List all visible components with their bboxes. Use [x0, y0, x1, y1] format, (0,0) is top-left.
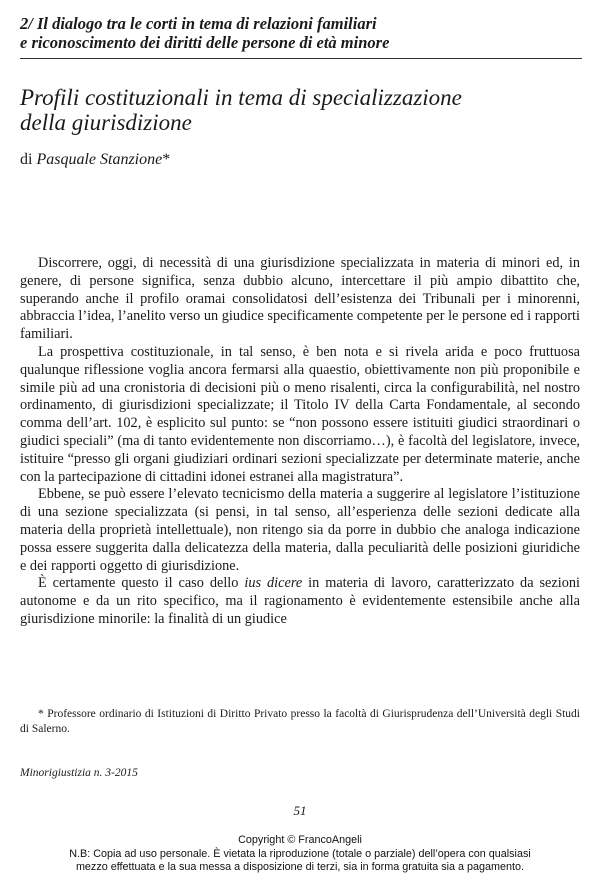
journal-citation: Minorigiustizia n. 3-2015	[20, 767, 138, 779]
footnote: * Professore ordinario di Istituzioni di Diritto Privato presso la facoltà di Giurisprudenza dell’Università degli Studi di Salerno.	[20, 708, 580, 735]
section-header-line-2: e riconoscimento dei diritti delle persone di età minore	[20, 33, 390, 52]
copyright-line-3: mezzo effettuata e la sua messa a disposizione di terzi, sia in forma gratuita sia a pagamento.	[75, 861, 525, 873]
article-title-line-1: Profili costituzionali in tema di specializzazione	[20, 85, 462, 110]
paragraph-3: Ebbene, se può essere l’elevato tecnicismo della materia a suggerire al legislatore l’istituzione di una sezione specializzata (si pensi, in tal senso, all’esperienza delle sezioni dedicate alla materia della proprietà intellettuale), non ritengo sia da porre in dubbio che analoga indicazione possa essere suggerita dalla delicatezza della materia, dalla peculiarità delle posizioni giuridiche e dei rapporti oggetto di giurisdizione.	[20, 486, 580, 574]
copyright-line-2: N.B: Copia ad uso personale. È vietata la riproduzione (totale o parziale) dell’opera con qualsiasi	[69, 847, 531, 860]
byline	[20, 151, 170, 169]
article-title	[20, 85, 582, 135]
copyright-notice	[0, 834, 600, 875]
paragraph-4	[20, 575, 580, 628]
paragraph-4-end: in materia di lavoro, caratterizzato da sezioni autonome e da un rito specifico, ma il ragionamento è evidentemente estensibile anche alla giurisdizione minorile: la finalità di un giudice	[20, 575, 580, 627]
section-header-line-1: 2/ Il dialogo tra le corti in tema di relazioni familiari	[20, 14, 377, 33]
author-name: Pasquale Stanzione	[36, 151, 163, 168]
page-number: 51	[293, 803, 307, 818]
paragraph-2: La prospettiva costituzionale, in tal senso, è ben nota e si rivela arida e poco fruttuosa qualunque riflessione voglia ancora fermarsi alla quaestio, obiettivamente non più proponibile e simile più ad una cronistoria di decisioni più o meno risalenti, circa la configurabilità, nel nostro ordinamento, di giurisdizioni specializzate; il Titolo IV della Carta Fondamentale, al secondo comma dell’art. 102, è esplicito sul punto: se “non possono essere istituiti giudici straordinari o giudici speciali” (ma di tanto evidentemente non discorriamo…), è facoltà del legislatore, invece, istituire “presso gli organi giudiziari ordinari sezioni specializzate per determinate materie, anche con la partecipazione di cittadini idonei estranei alla magistratura”.	[20, 343, 580, 485]
ius-dicere-emphasis: ius dicere	[244, 575, 303, 592]
paragraph-1: Discorrere, oggi, di necessità di una giurisdizione specializzata in materia di minori ed, in genere, di persone significa, senza dubbio alcuno, intercettare il più ampio dibattito che, superando anche il profilo oramai consolidatosi dell’esistenza dei Tribunali per i minorenni, abbraccia l’idea, l’anelito verso un giudice specificamente competente per le persone ed i rapporti familiari.	[20, 255, 580, 343]
body-text	[20, 255, 580, 629]
byline-prefix: di	[20, 151, 33, 168]
author-footnote-marker: *	[162, 151, 171, 168]
copyright-line-1: Copyright © FrancoAngeli	[238, 834, 362, 846]
paragraph-4-start: È certamente questo il caso dello	[38, 575, 245, 592]
section-header	[20, 14, 582, 59]
article-title-line-2: della giurisdizione	[20, 110, 192, 135]
